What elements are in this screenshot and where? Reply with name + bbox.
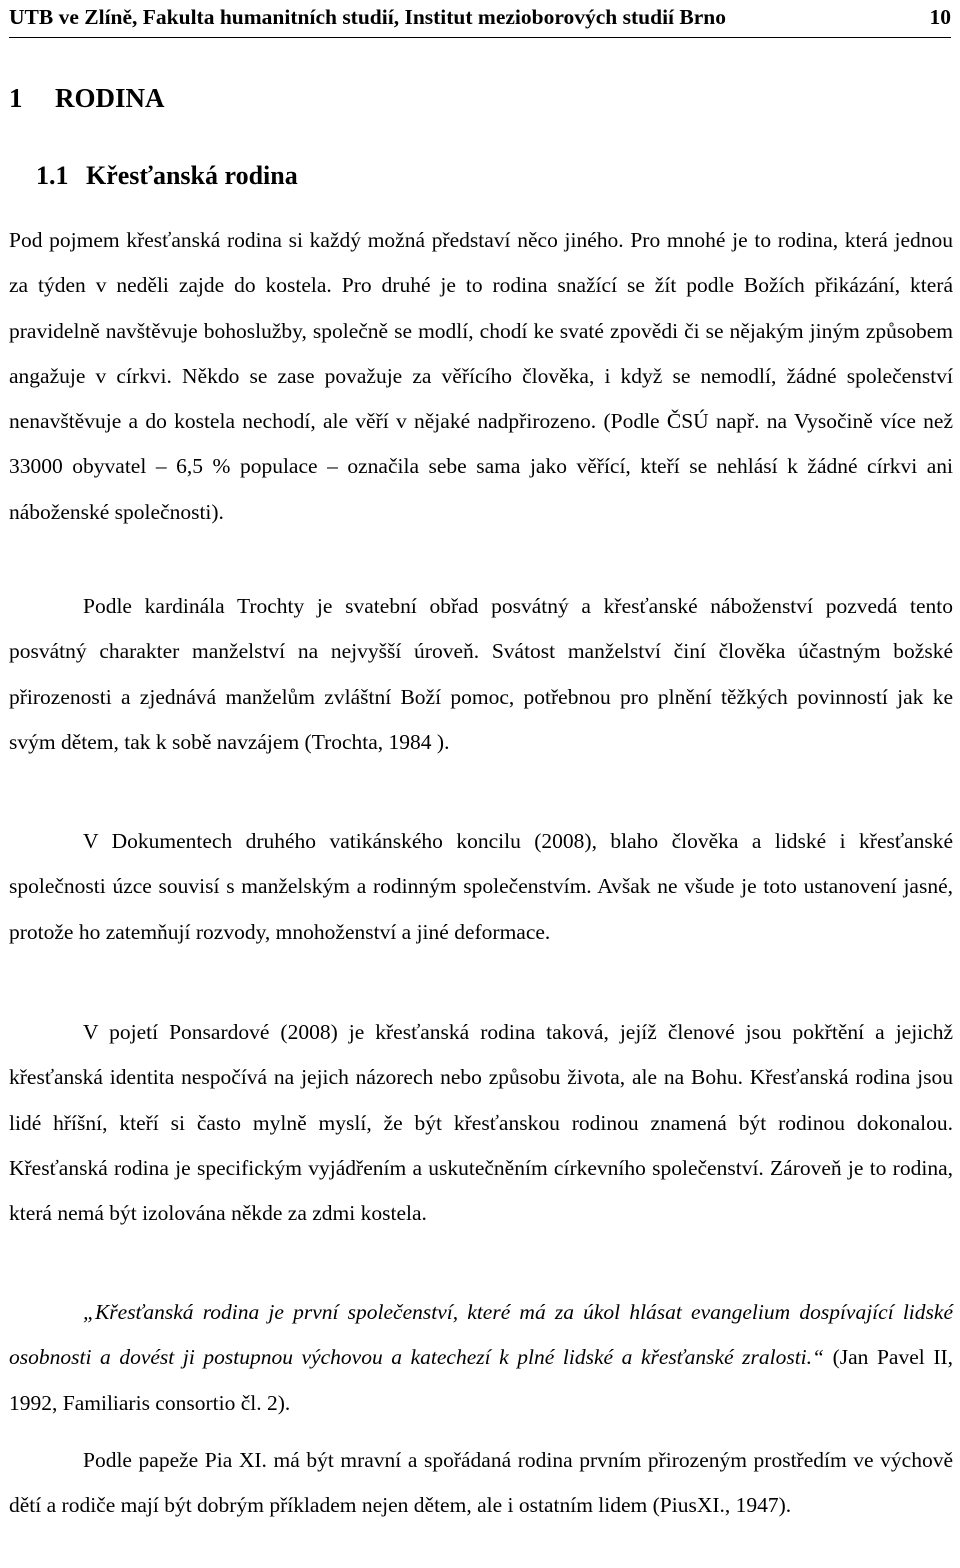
paragraph-text: Podle kardinála Trochty je svatební obřad posvátný a křesťanské náboženství pozvedá tento posvátný charakter manželství na nejvyšší úroveň. Svátost manželství činí člověka účastným božské přirozenosti a zjednává manželům zvláštní Boží pomoc, potřebnou pro plnění těžkých povinností jak ke svým dětem, tak k sobě navzájem (Trochta, 1984 ). <box>9 594 953 754</box>
running-header <box>9 0 951 36</box>
paragraph <box>9 1438 953 1529</box>
paragraph <box>9 1010 953 1236</box>
paragraph-text: Pod pojmem křesťanská rodina si každý možná představí něco jiného. Pro mnohé je to rodina, která jednou za týden v neděli zajde do kostela. Pro druhé je to rodina snažící se žít podle Božích přikázání, která pravidelně navštěvuje bohoslužby, společně se modlí, chodí ke svaté zpovědi či se nějakým jiným způsobem angažuje v církvi. Někdo se zase považuje za věřícího člověka, i když se nemodlí, žádné společenství nenavštěvuje a do kostela nechodí, ale věří v nějaké nadpřirozeno. (Podle ČSÚ např. na Vysočině více než 33000 obyvatel – 6,5 % populace – označila sebe sama jako věřící, kteří se nehlásí k žádné církvi ani náboženské společnosti). <box>9 228 953 524</box>
paragraph-text: V pojetí Ponsardové (2008) je křesťanská rodina taková, jejíž členové jsou pokřtění a jejichž křesťanská identita nespočívá na jejich názorech nebo způsobu života, ale na Bohu. Křesťanská rodina jsou lidé hříšní, kteří si často mylně myslí, že být křesťanskou rodinou znamená být rodinou dokonalou. Křesťanská rodina je specifickým vyjádřením a uskutečněním církevního společenství. Zároveň je to rodina, která nemá být izolována někde za zdmi kostela. <box>9 1020 953 1226</box>
chapter-heading <box>9 76 165 120</box>
quote-citation: (Jan Pavel II, 1992, Familiaris consortio čl. 2). <box>9 1345 954 1415</box>
header-divider <box>9 37 951 38</box>
paragraph <box>9 819 953 955</box>
quote-paragraph <box>9 1290 953 1426</box>
header-institution: UTB ve Zlíně, Fakulta humanitních studií, Institut mezioborových studií Brno <box>9 5 726 30</box>
section-number: 1.1 <box>36 161 69 190</box>
paragraph-text: V Dokumentech druhého vatikánského koncilu (2008), blaho člověka a lidské i křesťanské společnosti úzce souvisí s manželským a rodinným společenstvím. Avšak ne všude je toto ustanovení jasné, protože ho zatemňují rozvody, mnohoženství a jiné deformace. <box>9 829 953 944</box>
page-number: 10 <box>929 5 951 30</box>
chapter-number: 1 <box>9 83 23 113</box>
section-title: Křesťanská rodina <box>86 161 298 190</box>
chapter-title: RODINA <box>55 83 165 113</box>
section-heading <box>36 154 298 198</box>
paragraph-text: Podle papeže Pia XI. má být mravní a spořádaná rodina prvním přirozeným prostředím ve výchově dětí a rodiče mají být dobrým příkladem nejen dětem, ale i ostatním lidem (PiusXI., 1947). <box>9 1448 953 1518</box>
paragraph <box>9 584 953 765</box>
quote-text: „Křesťanská rodina je první společenství, které má za úkol hlásat evangelium dospívající lidské osobnosti a dovést ji postupnou výchovou a katechezí k plné lidské a křesťanské zralosti.“ <box>9 1300 953 1370</box>
paragraph <box>9 218 953 535</box>
